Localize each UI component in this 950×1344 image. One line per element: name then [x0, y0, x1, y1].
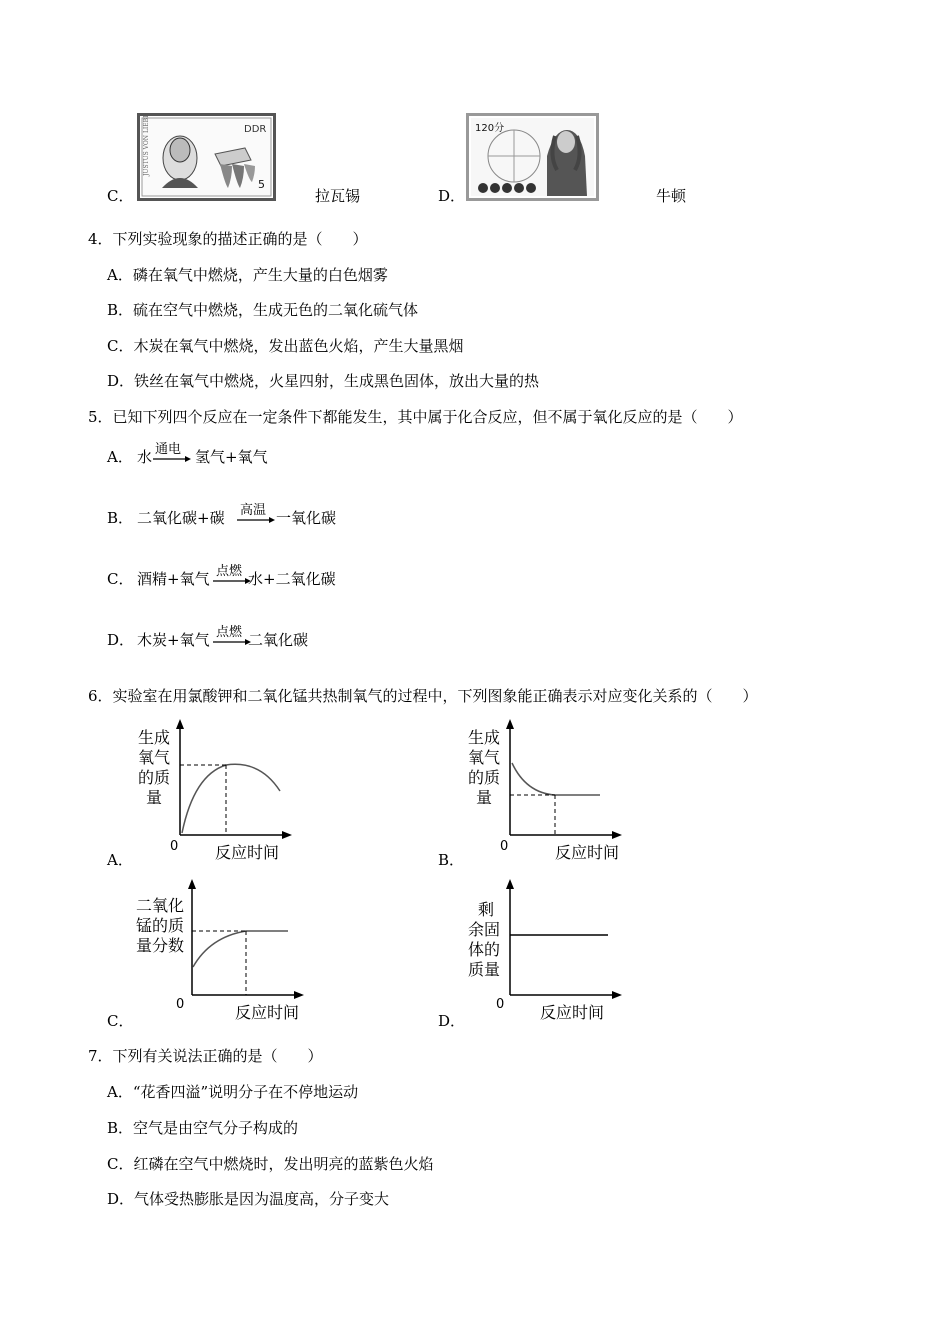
q7-option-d: D．气体受热膨胀是因为温度高，分子变大 — [107, 1190, 390, 1208]
y-label-3: 量分数 — [136, 936, 185, 955]
q4-option-d: D．铁丝在氧气中燃烧，火星四射，生成黑色固体，放出大量的热 — [107, 372, 540, 390]
lavoisier-stamp-image — [137, 113, 276, 201]
q7-stem: 7．下列有关说法正确的是（ ） — [88, 1047, 323, 1065]
x-label: 反应时间 — [235, 1003, 300, 1022]
q5-c-product: 水+二氧化碳 — [248, 570, 336, 588]
curve — [193, 931, 288, 967]
x-label: 反应时间 — [215, 843, 280, 862]
y-label-4: 量 — [476, 788, 493, 807]
q5-d-product: 二氧化碳 — [248, 631, 309, 649]
q4-stem: 4．下列实验现象的描述正确的是（ ） — [88, 230, 368, 248]
y-label-4: 质量 — [468, 960, 501, 979]
q7-option-b: B．空气是由空气分子构成的 — [107, 1119, 299, 1137]
curve — [182, 764, 280, 833]
q3-d-name: 牛顿 — [656, 187, 687, 205]
q5-a-letter: A． — [107, 448, 133, 466]
graph-b — [460, 715, 630, 865]
y-label-3: 的质 — [138, 768, 171, 787]
q6-b-letter: B． — [438, 851, 465, 869]
q6-d-letter: D． — [438, 1012, 466, 1030]
reaction-arrow-icon — [212, 577, 252, 585]
graph-c — [130, 875, 320, 1025]
q4-option-b: B．硫在空气中燃烧，生成无色的二氧化硫气体 — [107, 301, 419, 319]
q5-a-reactant: 水 — [137, 448, 153, 466]
y-label-1: 二氧化 — [136, 896, 185, 915]
q5-d-condition: 点燃 — [216, 625, 243, 640]
y-label-1: 生成 — [138, 728, 171, 747]
origin-label: 0 — [500, 839, 509, 854]
y-label-4: 量 — [146, 788, 163, 807]
y-label-1: 生成 — [468, 728, 501, 747]
graph-d — [460, 875, 630, 1025]
q7-option-c: C．红磷在空气中燃烧时，发出明亮的蓝紫色火焰 — [107, 1155, 434, 1173]
q5-a-product: 氢气+氧气 — [195, 448, 268, 466]
q5-c-letter: C． — [107, 570, 134, 588]
origin-label: 0 — [170, 839, 179, 854]
q7-option-a: A．“花香四溢”说明分子在不停地运动 — [107, 1083, 359, 1101]
q5-b-reactant: 二氧化碳+碳 — [137, 509, 225, 527]
newton-stamp-image — [466, 113, 599, 201]
q6-stem: 6．实验室在用氯酸钾和二氧化锰共热制氧气的过程中，下列图象能正确表示对应变化关系的（ ） — [88, 687, 758, 705]
q5-b-product: 一氧化碳 — [276, 509, 337, 527]
q5-a-condition: 通电 — [155, 442, 182, 457]
q5-c-reactant: 酒精+氧气 — [137, 570, 210, 588]
reaction-arrow-icon — [236, 516, 276, 524]
origin-label: 0 — [176, 997, 185, 1012]
q5-b-letter: B． — [107, 509, 134, 527]
reaction-arrow-icon — [212, 638, 252, 646]
stamp-value: 5 — [258, 178, 265, 191]
q3-c-name: 拉瓦锡 — [315, 187, 361, 205]
origin-label: 0 — [496, 997, 505, 1012]
svg-text:JUSTUS VON LIEBIG: JUSTUS VON LIEBIG — [143, 116, 150, 176]
q6-a-letter: A． — [107, 851, 133, 869]
curve — [512, 763, 600, 795]
q4-option-a: A．磷在氧气中燃烧，产生大量的白色烟雾 — [107, 266, 388, 284]
y-label-2: 氧气 — [138, 748, 171, 767]
y-label-2: 锰的质 — [136, 916, 185, 935]
q3-c-letter: C． — [107, 187, 134, 205]
q6-c-letter: C． — [107, 1012, 134, 1030]
q5-stem: 5．已知下列四个反应在一定条件下都能发生，其中属于化合反应，但不属于氧化反应的是（ ） — [88, 408, 743, 426]
x-label: 反应时间 — [555, 843, 620, 862]
q5-d-reactant: 木炭+氧气 — [137, 631, 210, 649]
q3-d-letter: D． — [438, 187, 466, 205]
q4-option-c: C．木炭在氧气中燃烧，发出蓝色火焰，产生大量黑烟 — [107, 337, 464, 355]
graph-a — [130, 715, 300, 865]
y-label-2: 余固 — [468, 920, 501, 939]
y-label-3: 体的 — [468, 940, 501, 959]
reaction-arrow-icon — [152, 455, 192, 463]
y-label-1: 剩 — [478, 900, 495, 919]
q5-c-condition: 点燃 — [216, 564, 243, 579]
stamp-value: 120分 — [475, 123, 505, 134]
x-label: 反应时间 — [540, 1003, 605, 1022]
y-label-3: 的质 — [468, 768, 501, 787]
q5-d-letter: D． — [107, 631, 135, 649]
y-label-2: 氧气 — [468, 748, 501, 767]
stamp-country: DDR — [244, 124, 267, 135]
q5-b-condition: 高温 — [240, 503, 267, 518]
